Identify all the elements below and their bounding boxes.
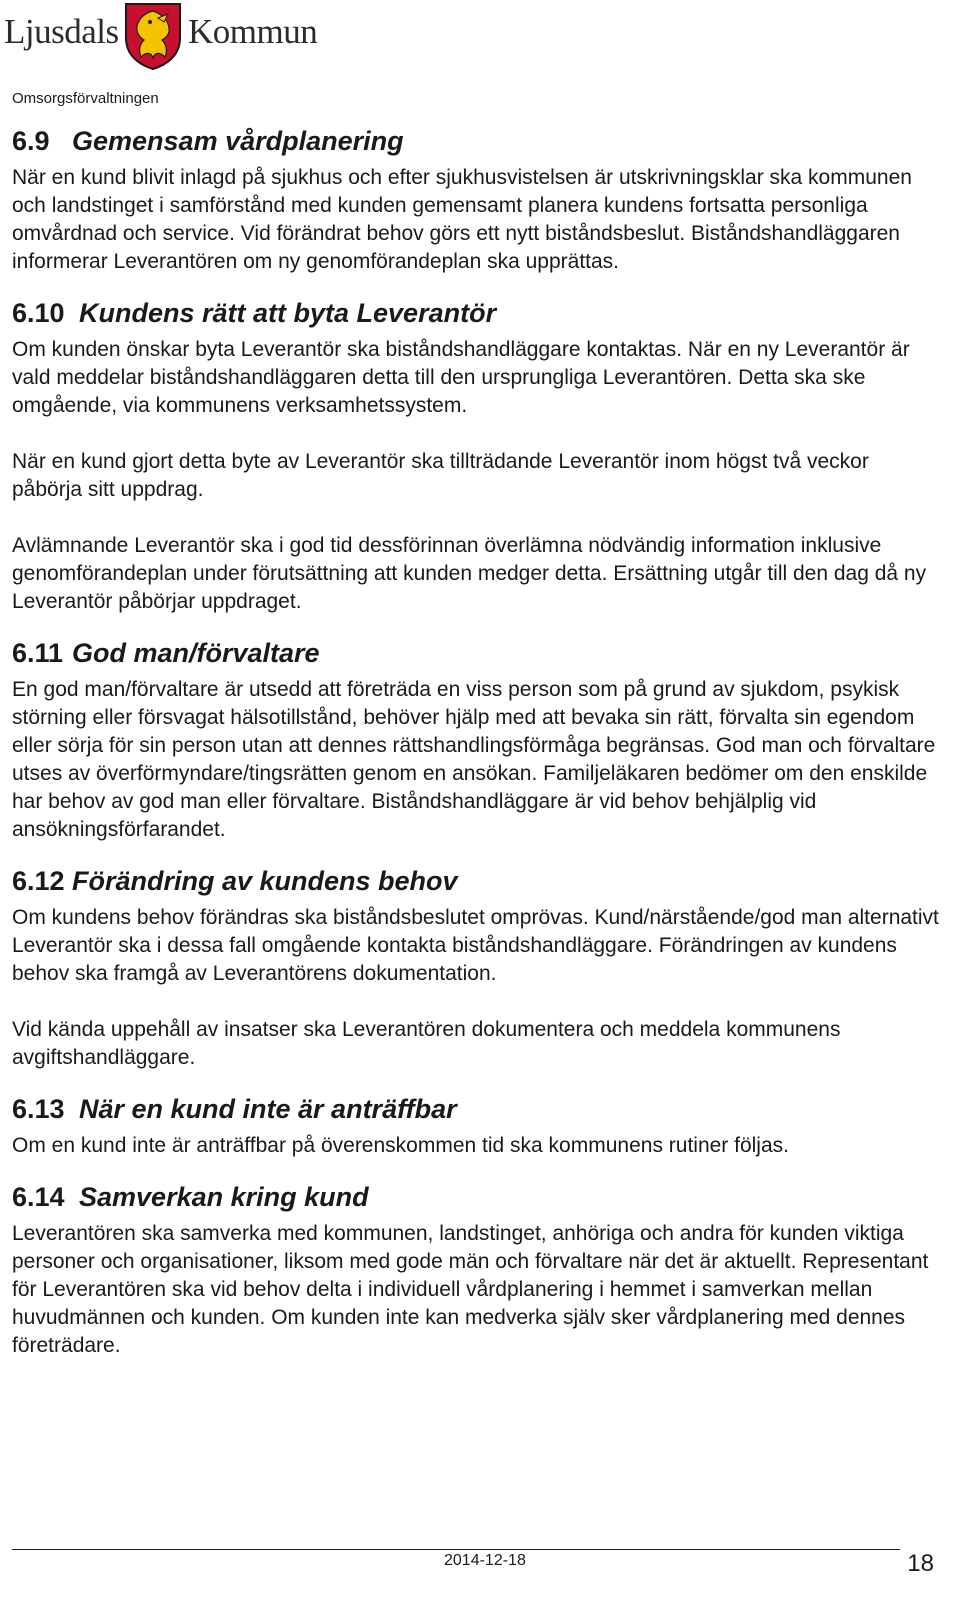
logo-text-right: Kommun (188, 12, 318, 51)
section-heading (12, 1092, 942, 1126)
section-6-9 (12, 124, 942, 276)
municipality-logo (4, 2, 324, 70)
section-6-11 (12, 636, 942, 844)
paragraph: Om kunden önskar byta Leverantör ska biståndshandläggare kontaktas. När en ny Leverantör är vald meddelar biståndshandläggaren detta till den ursprungliga Leverantören. Detta ska ske omgående, via kommunens verksamhetssystem. (12, 338, 910, 417)
section-number: 6.11 (12, 638, 64, 668)
document-body (12, 124, 942, 1388)
page-number: 18 (907, 1550, 934, 1577)
paragraph: När en kund gjort detta byte av Leverantör ska tillträdande Leverantör inom högst två veckor påbörja sitt uppdrag. (12, 450, 869, 501)
logo-text-left: Ljusdals (4, 12, 119, 51)
section-number: 6.10 (12, 298, 65, 328)
section-number: 6.9 (12, 126, 50, 156)
paragraph: Om kundens behov förändras ska biståndsbeslutet omprövas. Kund/närstående/god man alternativt Leverantör ska i dessa fall omgående kontakta biståndshandläggare. Förändringen av kundens behov ska framgå av Leverantörens dokumentation. (12, 906, 939, 985)
section-6-13 (12, 1092, 942, 1160)
paragraph: En god man/förvaltare är utsedd att företräda en viss person som på grund av sjukdom, psykisk störning eller försvagat hälsotillstånd, behöver hjälp med att bevaka sin rätt, förvalta sin egendom eller sörja för sin person utan att dennes rättshandlingsförmåga begränsas. God man och förvaltare utses av överförmyndare/tingsrätten genom en ansökan. Familjeläkaren bedömer om den enskilde har behov av god man eller förvaltare. Biståndshandläggare är vid behov behjälplig vid ansökningsförfarandet. (12, 678, 936, 841)
section-heading (12, 1180, 942, 1214)
section-title: Gemensam vårdplanering (72, 126, 404, 156)
paragraph: Om en kund inte är anträffbar på överenskommen tid ska kommunens rutiner följas. (12, 1134, 789, 1157)
section-title: God man/förvaltare (72, 638, 320, 668)
section-number: 6.14 (12, 1182, 65, 1212)
coat-of-arms-icon (122, 2, 184, 70)
section-heading (12, 636, 942, 670)
section-number: 6.12 (12, 866, 65, 896)
department-name: Omsorgsförvaltningen (12, 90, 159, 107)
paragraph: När en kund blivit inlagd på sjukhus och efter sjukhusvistelsen är utskrivningsklar ska kommunen och landstinget i samförstånd med kunden gemensamt planera kundens fortsatta personliga omvårdnad och service. Vid förändrat behov görs ett nytt biståndsbeslut. Biståndshandläggaren informerar Leverantören om ny genomförandeplan ska upprättas. (12, 166, 912, 273)
section-title: Kundens rätt att byta Leverantör (79, 298, 497, 328)
section-number: 6.13 (12, 1094, 65, 1124)
section-heading (12, 124, 942, 158)
section-heading (12, 296, 942, 330)
section-heading (12, 864, 942, 898)
paragraph: Leverantören ska samverka med kommunen, landstinget, anhöriga och andra för kunden viktiga personer och organisationer, liksom med gode män och förvaltare när det är aktuellt. Representant för Leverantören ska vid behov delta i individuell vårdplanering i hemmet i samverkan mellan huvudmännen och kunden. Om kunden inte kan medverka själv sker vårdplanering med dennes företrädare. (12, 1222, 929, 1357)
section-6-12 (12, 864, 942, 1072)
paragraph: Vid kända uppehåll av insatser ska Leverantören dokumentera och meddela kommunens avgiftshandläggare. (12, 1018, 841, 1069)
footer-divider (12, 1549, 900, 1550)
section-title: När en kund inte är anträffbar (79, 1094, 457, 1124)
section-title: Samverkan kring kund (79, 1182, 369, 1212)
section-6-14 (12, 1180, 942, 1360)
paragraph: Avlämnande Leverantör ska i god tid dessförinnan överlämna nödvändig information inklusive genomförandeplan under förutsättning att kunden medger detta. Ersättning utgår till den dag då ny Leverantör påbörjar uppdraget. (12, 534, 927, 613)
section-title: Förändring av kundens behov (72, 866, 458, 896)
section-6-10 (12, 296, 942, 616)
footer-date: 2014-12-18 (444, 1552, 526, 1569)
